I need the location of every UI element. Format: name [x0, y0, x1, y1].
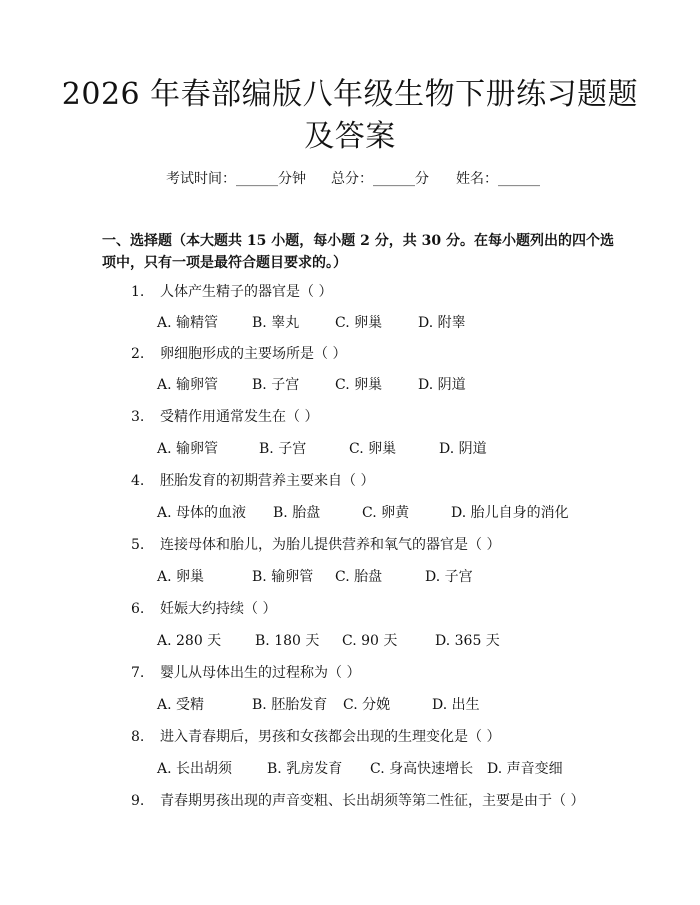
question-text: 进入青春期后，男孩和女孩都会出现的生理变化是（ ）: [160, 729, 501, 745]
question-text: 人体产生精子的器官是（ ）: [160, 284, 333, 300]
question-number: 9.: [131, 793, 145, 809]
question-4: [131, 472, 374, 490]
question-number: 7.: [131, 665, 145, 681]
name-field: 姓名：______: [456, 171, 540, 187]
option-d: D. 附睾: [418, 315, 466, 331]
option-a: A. 输精管: [157, 315, 219, 331]
section-heading: 一、选择题（本大题共 15 小题，每小题 2 分，共 30 分。在每小题列出的四个选项中，只有一项是最符合题目要求的。）: [102, 233, 614, 271]
option-d: D. 声音变细: [487, 761, 563, 777]
question-2: [131, 345, 346, 363]
question-number: 4.: [131, 473, 145, 489]
option-c: C. 卵巢: [349, 441, 397, 457]
question-number: 6.: [131, 601, 145, 617]
option-c: C. 身高快速增长: [370, 761, 474, 777]
option-b: B. 子宫: [252, 377, 300, 393]
question-number: 2.: [131, 346, 145, 362]
option-d: D. 胎儿自身的消化: [451, 505, 569, 521]
question-text: 胚胎发育的初期营养主要来自（ ）: [160, 473, 375, 489]
document-title: 2026 年春部编版八年级生物下册练习题题及答案: [61, 77, 639, 154]
question-number: 3.: [131, 409, 145, 425]
option-c: C. 卵巢: [335, 315, 383, 331]
question-text: 受精作用通常发生在（ ）: [160, 409, 319, 425]
option-a: A. 母体的血液: [157, 505, 247, 521]
question-3: [131, 408, 318, 426]
option-c: C. 卵黄: [362, 505, 410, 521]
option-d: D. 365 天: [435, 633, 500, 649]
option-b: B. 乳房发育: [267, 761, 343, 777]
question-number: 5.: [131, 537, 145, 553]
question-8: [131, 728, 500, 746]
question-1: [131, 283, 332, 301]
question-text: 连接母体和胎儿，为胎儿提供营养和氧气的器官是（ ）: [160, 537, 501, 553]
option-b: B. 输卵管: [252, 569, 314, 585]
option-b: B. 180 天: [255, 633, 320, 649]
question-number: 8.: [131, 729, 145, 745]
option-a: A. 输卵管: [157, 441, 219, 457]
question-text: 卵细胞形成的主要场所是（ ）: [160, 346, 347, 362]
option-d: D. 出生: [432, 697, 480, 713]
question-7: [131, 664, 360, 682]
question-5: [131, 536, 500, 554]
option-d: D. 阴道: [439, 441, 487, 457]
option-a: A. 280 天: [157, 633, 222, 649]
question-text: 青春期男孩出现的声音变粗、长出胡须等第二性征，主要是由于（ ）: [160, 793, 585, 809]
question-9: [131, 792, 584, 810]
option-d: D. 子宫: [425, 569, 473, 585]
option-b: B. 子宫: [259, 441, 307, 457]
option-c: C. 卵巢: [335, 377, 383, 393]
option-b: B. 胎盘: [273, 505, 321, 521]
exam-time-field: 考试时间：______分钟: [166, 171, 306, 187]
option-c: C. 分娩: [343, 697, 391, 713]
total-score-field: 总分：______分: [331, 171, 429, 187]
option-a: A. 长出胡须: [157, 761, 233, 777]
option-b: B. 睾丸: [252, 315, 300, 331]
option-c: C. 胎盘: [335, 569, 383, 585]
option-a: A. 卵巢: [157, 569, 205, 585]
option-a: A. 受精: [157, 697, 205, 713]
option-d: D. 阴道: [418, 377, 466, 393]
question-text: 婴儿从母体出生的过程称为（ ）: [160, 665, 361, 681]
option-c: C. 90 天: [342, 633, 398, 649]
question-6: [131, 600, 276, 618]
option-a: A. 输卵管: [157, 377, 219, 393]
question-number: 1.: [131, 284, 145, 300]
question-text: 妊娠大约持续（ ）: [160, 601, 277, 617]
option-b: B. 胚胎发育: [252, 697, 328, 713]
